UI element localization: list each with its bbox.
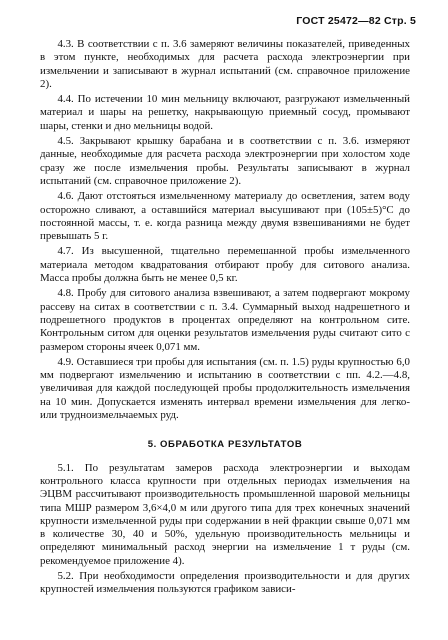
paragraph-4-8: 4.8. Пробу для ситового анализа взвешивают, а затем подвергают мокрому рассеву на ситах в соответствии с п. 3.4. Суммарный выход надрешетного и подрешетного продуктов в процентах определяют на контрольном сите. Контрольным ситом для оценки результатов измельчения руды считают сито с размером стороны ячеек 0,071 мм. [40,287,410,353]
paragraph-4-3: 4.3. В соответствии с п. 3.6 замеряют величины показателей, приведенных в этом пункте, необходимых для расчета расхода электроэнергии при измельчении и записывают в журнал испытаний (см. справочное приложение 2). [40,38,410,90]
page-header: ГОСТ 25472—82 Стр. 5 [296,15,416,27]
section-title: 5. ОБРАБОТКА РЕЗУЛЬТАТОВ [147,439,303,451]
paragraph-4-4: 4.4. По истечении 10 мин мельницу включают, разгружают измельченный материал и шары на решетку, накрывающую приемный сосуд, промывают шары, стенки и дно мельницы водой. [40,93,410,132]
document-body [40,38,410,599]
paragraph-4-6: 4.6. Дают отстояться измельченному материалу до осветления, затем воду осторожно сливают, а оставшийся материал высушивают при (105±5)°С до постоянной массы, т. е. когда разница между двумя взвешиваниями не будет превышать 5 г. [40,190,410,243]
paragraph-5-2: 5.2. При необходимости определения производительности и для других крупностей измельчения пользуются графиком зависи- [40,569,410,596]
paragraph-4-5: 4.5. Закрывают крышку барабана и в соответствии с п. 3.6. измеряют данные, необходимые для расчета расхода электроэнергии при холостом ходе сразу же после измельчения пробы. Результаты записывают в журнал испытаний (см. справочное приложение 2). [40,135,410,187]
paragraph-5-1: 5.1. По результатам замеров расхода электроэнергии и выходам контрольного класса крупности при отдельных периодах измельчения на ЭЦВМ рассчитывают производительность промышленной шаровой мельницы типа МШР размером 3,6×4,0 м или другого типа для трех конечных значений крупности измельченной руды при содержании в ней фракции свыше 0,071 мм в количестве 30, 40 и 50%, удельную производительность мельницы и определяют минимальный расход энергии на измельчение 1 т руды (см. рекомендуемое приложение 4). [40,461,410,567]
paragraph-4-7: 4.7. Из высушенной, тщательно перемешанной пробы измельченного материала методом квадратования отбирают пробу для ситового анализа. Масса пробы должна быть не менее 0,5 кг. [40,245,410,285]
paragraph-4-9: 4.9. Оставшиеся три пробы для испытания (см. п. 1.5) руды крупностью 6,0 мм подвергают измельчению и испытанию в соответствии с пп. 4.2.—4.8, увеличивая для каждой последующей пробы продолжительность измельчения на 10 мин. Допускается изменять интервал времени измельчения для легко- или трудноизмельчаемых руд. [40,355,410,422]
